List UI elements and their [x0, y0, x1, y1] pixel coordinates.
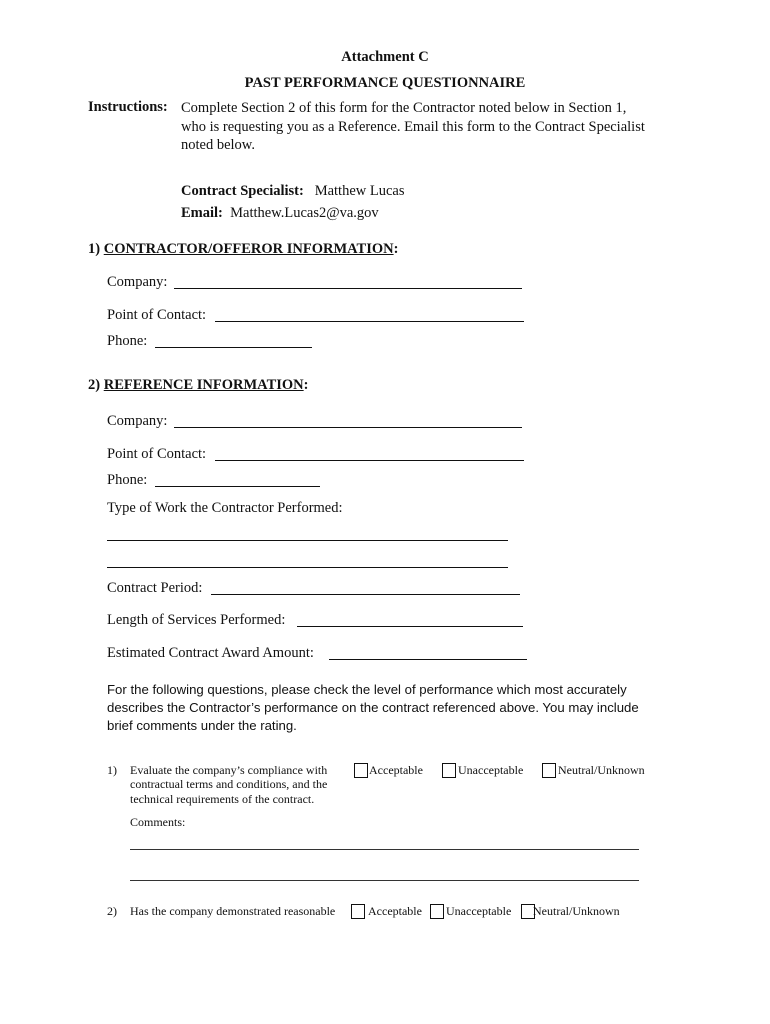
contract-specialist-label: Contract Specialist: [181, 183, 304, 199]
q1-neutral-checkbox[interactable] [542, 763, 556, 778]
s2-phone-field[interactable] [155, 486, 320, 487]
section-1-title: CONTRACTOR/OFFEROR INFORMATION [103, 241, 394, 257]
instructions-line-3: noted below. [181, 137, 255, 153]
contract-specialist-row [181, 183, 405, 200]
q2-acceptable-label: Acceptable [368, 904, 422, 918]
q1-acceptable-label: Acceptable [369, 763, 423, 777]
section-1-heading [88, 241, 398, 258]
q1-comments-field-2[interactable] [130, 880, 639, 881]
q2-unacceptable-checkbox[interactable] [430, 904, 444, 919]
q1-acceptable-checkbox[interactable] [354, 763, 368, 778]
section-2-colon: : [303, 377, 309, 393]
q1-comments-field-1[interactable] [130, 849, 639, 850]
rating-paragraph-line-2: describes the Contractor’s performance on the contract referenced above. You may include [107, 700, 639, 715]
q1-unacceptable-checkbox[interactable] [442, 763, 456, 778]
section-1-colon: : [393, 241, 399, 257]
s1-poc-label: Point of Contact: [107, 307, 207, 323]
question-2-text-line-1: Has the company demonstrated reasonable [130, 904, 336, 918]
s2-work-field-1[interactable] [107, 540, 508, 541]
attachment-label: Attachment C [341, 49, 429, 65]
s2-length-field[interactable] [297, 626, 523, 627]
s2-company-field[interactable] [174, 427, 522, 428]
section-2-number: 2) [88, 377, 101, 393]
q2-acceptable-checkbox[interactable] [351, 904, 365, 919]
s2-work-field-2[interactable] [107, 567, 508, 568]
instructions-line-2: who is requesting you as a Reference. Email this form to the Contract Specialist [181, 119, 645, 135]
email-value[interactable]: Matthew.Lucas2@va.gov [230, 205, 379, 221]
q1-neutral-label: Neutral/Unknown [558, 763, 645, 777]
instructions-line-1: Complete Section 2 of this form for the Contractor noted below in Section 1, [181, 100, 627, 116]
question-1-number: 1) [107, 763, 117, 777]
s2-company-label: Company: [107, 413, 168, 429]
s1-phone-label: Phone: [107, 333, 148, 349]
s2-length-label: Length of Services Performed: [107, 612, 286, 628]
question-2-number: 2) [107, 904, 117, 918]
q2-neutral-label: Neutral/Unknown [533, 904, 620, 918]
page-title: PAST PERFORMANCE QUESTIONNAIRE [244, 75, 526, 91]
s2-work-label: Type of Work the Contractor Performed: [107, 500, 343, 516]
s2-phone-label: Phone: [107, 472, 148, 488]
s1-company-label: Company: [107, 274, 168, 290]
contract-specialist-name: Matthew Lucas [314, 183, 405, 199]
q2-unacceptable-label: Unacceptable [446, 904, 512, 918]
q1-comments-label: Comments: [130, 815, 186, 829]
section-2-title: REFERENCE INFORMATION [103, 377, 304, 393]
s1-company-field[interactable] [174, 288, 522, 289]
email-label: Email: [181, 205, 223, 221]
section-2-heading [88, 377, 308, 394]
rating-paragraph-line-3: brief comments under the rating. [107, 718, 297, 733]
section-1-number: 1) [88, 241, 101, 257]
question-1-text-line-2: contractual terms and conditions, and the [130, 777, 328, 791]
s1-phone-field[interactable] [155, 347, 312, 348]
s2-amount-field[interactable] [329, 659, 527, 660]
question-1-text-line-3: technical requirements of the contract. [130, 792, 315, 806]
s2-period-field[interactable] [211, 594, 520, 595]
s2-poc-field[interactable] [215, 460, 524, 461]
s2-period-label: Contract Period: [107, 580, 203, 596]
question-1-text-line-1: Evaluate the company’s compliance with [130, 763, 328, 777]
s2-amount-label: Estimated Contract Award Amount: [107, 645, 314, 661]
q1-unacceptable-label: Unacceptable [458, 763, 524, 777]
rating-paragraph-line-1: For the following questions, please check the level of performance which most accurately [107, 682, 627, 697]
instructions-label: Instructions: [88, 99, 168, 115]
s1-poc-field[interactable] [215, 321, 524, 322]
email-row [181, 205, 379, 222]
s2-poc-label: Point of Contact: [107, 446, 207, 462]
